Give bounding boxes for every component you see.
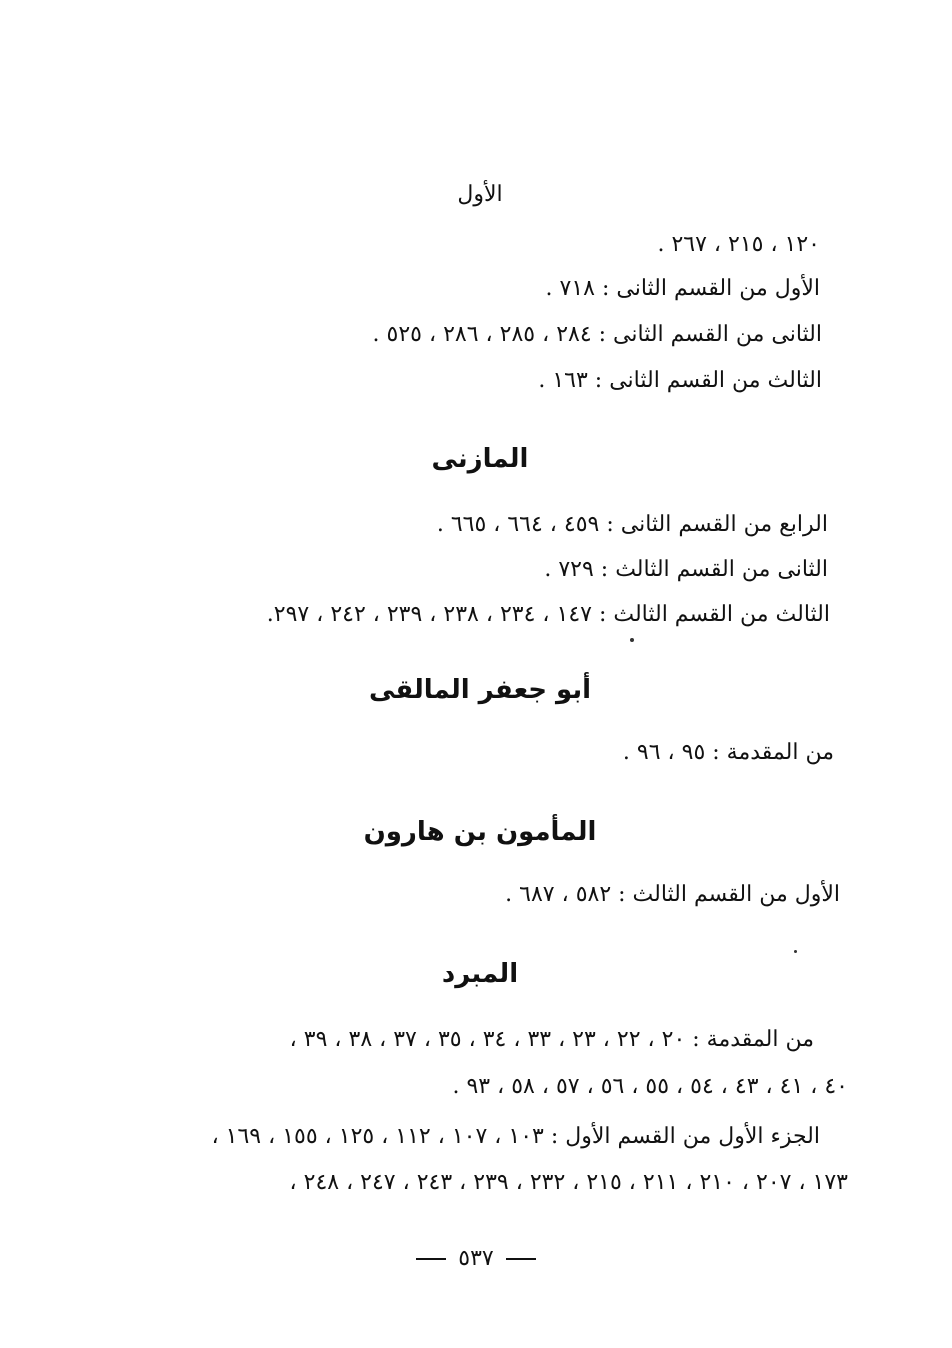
folio-dash <box>416 1258 446 1260</box>
entry-line: الثانى من القسم الثالث : ٧٢٩ . <box>544 557 828 582</box>
section-heading-mubarrad: المبرد <box>441 959 519 989</box>
ink-speck <box>630 638 634 642</box>
section-heading-first: الأول <box>457 182 503 207</box>
folio-dash <box>506 1258 536 1260</box>
section-heading-mamun: المأمون بن هارون <box>363 817 597 847</box>
entry-line: من المقدمة : ٩٥ ، ٩٦ . <box>622 740 834 765</box>
ink-speck <box>794 950 797 953</box>
entry-line: الأول من القسم الثانى : ٧١٨ . <box>545 276 820 301</box>
section-heading-mazini: المازنى <box>431 444 529 474</box>
entry-line: ١٧٣ ، ٢٠٧ ، ٢١٠ ، ٢١١ ، ٢١٥ ، ٢٣٢ ، ٢٣٩ ، ٢٤٣ ، ٢٤٧ ، ٢٤٨ ، <box>289 1170 848 1195</box>
entry-line: الجزء الأول من القسم الأول : ١٠٣ ، ١٠٧ ، ١١٢ ، ١٢٥ ، ١٥٥ ، ١٦٩ ، <box>211 1124 820 1149</box>
section-heading-abu-jafar: أبو جعفر المالقى <box>368 675 592 705</box>
entry-line: الرابع من القسم الثانى : ٤٥٩ ، ٦٦٤ ، ٦٦٥ . <box>436 512 828 537</box>
entry-line: من المقدمة : ٢٠ ، ٢٢ ، ٢٣ ، ٣٣ ، ٣٤ ، ٣٥ ، ٣٧ ، ٣٨ ، ٣٩ ، <box>289 1027 814 1052</box>
page-number-text: ٥٣٧ <box>458 1246 494 1271</box>
entry-line: ١٢٠ ، ٢١٥ ، ٢٦٧ . <box>657 232 820 257</box>
entry-line: الثالث من القسم الثانى : ١٦٣ . <box>538 368 822 393</box>
entry-line: الثالث من القسم الثالث : ١٤٧ ، ٢٣٤ ، ٢٣٨ ، ٢٣٩ ، ٢٤٢ ، ٢٩٧. <box>266 602 830 627</box>
page-number <box>0 1244 952 1274</box>
entry-line: الأول من القسم الثالث : ٥٨٢ ، ٦٨٧ . <box>505 882 840 907</box>
entry-line: ٤٠ ، ٤١ ، ٤٣ ، ٥٤ ، ٥٥ ، ٥٦ ، ٥٧ ، ٥٨ ، ٩٣ . <box>452 1074 848 1099</box>
entry-line: الثانى من القسم الثانى : ٢٨٤ ، ٢٨٥ ، ٢٨٦ ، ٥٢٥ . <box>372 322 822 347</box>
